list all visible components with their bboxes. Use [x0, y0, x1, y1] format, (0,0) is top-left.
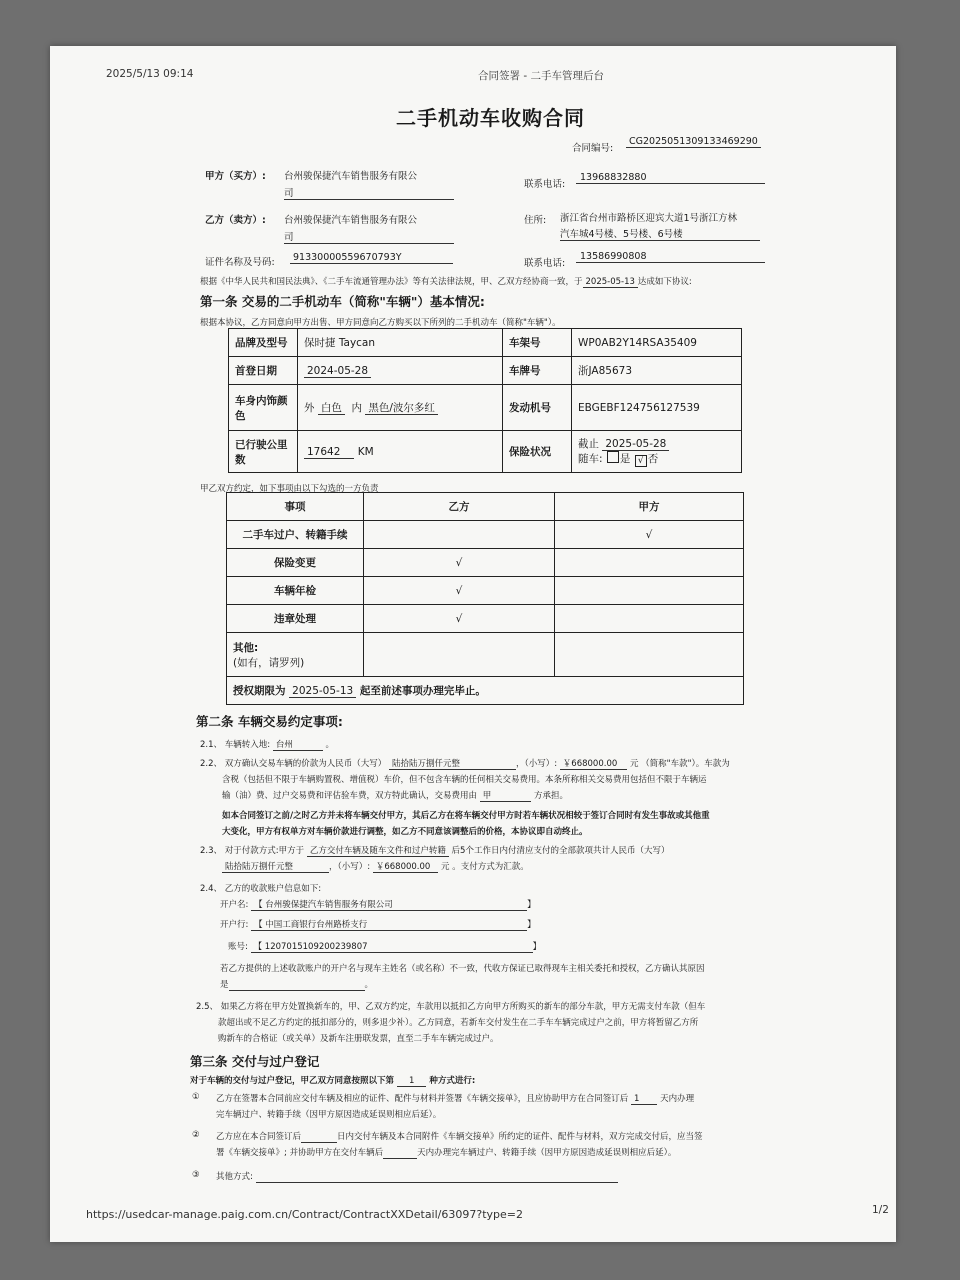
option-1-num: ①: [192, 1092, 200, 1102]
clause-text: 署《车辆交接单》; 并协助甲方在交付车辆后: [216, 1148, 384, 1158]
resp-a-mark: [555, 605, 744, 633]
party-a-phone: 13968832880: [576, 172, 765, 184]
engine-value: EBGEBF124756127539: [572, 385, 742, 431]
vehicle-info-table: [228, 328, 742, 473]
resp-other-b: [364, 633, 555, 677]
resp-other-a: [555, 633, 744, 677]
table-row: [227, 605, 744, 633]
clause-text: ，（小写）:: [329, 862, 371, 872]
engine-label: 发动机号: [503, 385, 572, 431]
plate-label: 车牌号: [503, 357, 572, 385]
clause-text: 天内办理完车辆过户、转籍手续（因甲方原因造成延误则相应后延）。: [417, 1148, 677, 1158]
clause-2-5-line1: [196, 1000, 705, 1012]
intro-text: [200, 275, 692, 287]
party-a-label: 甲方（买方）:: [205, 171, 266, 182]
clause-text: ，（小写）:: [515, 759, 558, 769]
party-b-phone-label: 联系电话:: [524, 258, 566, 269]
clause-text: 如果乙方将在甲方处置换新车的，甲、乙双方约定，车款用以抵扣乙方向甲方所购买的新车的部分车款，甲方无需支付车款（但车: [220, 1002, 706, 1012]
account-name: 台州骏保捷汽车销售服务有限公司: [265, 900, 393, 910]
contract-title: 二手机动车收购合同: [396, 106, 585, 130]
clause-text: 元 。支付方式为汇款。: [441, 862, 529, 872]
id-number: 91330000559670793Y: [290, 252, 453, 264]
mileage-value: 17642: [304, 446, 354, 459]
inner-color: 黑色/波尔多红: [365, 402, 438, 415]
responsibility-table: [226, 492, 744, 705]
insurance-label: 保险状况: [503, 431, 572, 473]
clause-2-4-note-2: 是 。: [220, 980, 374, 990]
table-row: [227, 549, 744, 577]
option-3-line: [216, 1170, 618, 1183]
table-row: [227, 577, 744, 605]
resp-other-label: 其他:: [233, 641, 259, 654]
resp-item: 违章处理: [227, 605, 364, 633]
insurance-cell: [572, 431, 742, 473]
payment-condition: 乙方交付车辆及随车文件和过户转籍: [307, 846, 449, 857]
print-url: https://usedcar-manage.paig.com.cn/Contract/ContractXXDetail/63097?type=2: [86, 1208, 523, 1221]
clause-text: 乙方应在本合同签订后: [216, 1132, 302, 1142]
outer-color: 白色: [318, 402, 345, 415]
delivery-option-number: 1: [397, 1076, 426, 1087]
party-a-name-2: 司: [284, 185, 454, 200]
resp-item: 车辆年检: [227, 577, 364, 605]
party-b-phone: 13586990808: [576, 251, 765, 263]
clause-2-5-line3: 购新车的合格证（或关单）及新车注册联发票，直至二手车车辆完成过户。: [218, 1034, 499, 1044]
mileage-unit: KM: [357, 445, 374, 458]
resp-item: 二手车过户、转籍手续: [227, 521, 364, 549]
inner-color-label: 内: [351, 402, 363, 414]
col-party-a-header: 甲方: [555, 493, 744, 521]
color-cell: [298, 385, 503, 431]
transfer-city: 台州: [273, 740, 323, 751]
ins-no-label: 否: [647, 453, 659, 465]
payment-upper: 陆拾陆万捌仟元整: [222, 862, 329, 873]
print-page-title: 合同签署 - 二手车管理后台: [478, 70, 604, 82]
clause-num: 2.3、: [200, 846, 223, 856]
clause-text: 其他方式:: [216, 1172, 253, 1182]
account-no: 1207015109200239807: [264, 942, 368, 952]
outer-color-label: 外: [304, 402, 315, 414]
article-3-title: 第三条 交付与过户登记: [190, 1054, 320, 1069]
option-3-num: ③: [192, 1170, 200, 1180]
resp-other-hint: (如有，请罗列): [233, 656, 305, 669]
intro-text-2: 达成如下协议:: [637, 277, 692, 287]
vin-value: WP0AB2Y14RSA35409: [572, 329, 742, 357]
party-b-label: 乙方（卖方）:: [205, 215, 266, 226]
contract-no: CG2025051309133469290: [626, 136, 761, 148]
vin-label: 车架号: [503, 329, 572, 357]
clause-2-4-title: [200, 882, 321, 894]
account-no-row: 账号: 【 1207015109200239807 】: [228, 942, 542, 952]
clause-2-2-line1: [200, 757, 730, 769]
clause-2-5-line2: 款超出或不足乙方约定的抵扣部分的，则多退少补）。乙方同意，若新车交付发生在二手车车辆完成过户之前，甲方将暂留乙方所: [218, 1018, 699, 1028]
ins-until-label: 截止: [578, 438, 599, 450]
resp-a-mark: [555, 577, 744, 605]
col-item-header: 事项: [227, 493, 364, 521]
clause-2-1: 2.1、 车辆转入地: 台州 。: [200, 740, 335, 750]
clause-text: 对于车辆的交付与过户登记，甲乙双方同意按照以下第: [190, 1076, 395, 1086]
article-3-intro: [190, 1074, 475, 1086]
clause-num: 2.4、: [200, 884, 223, 894]
mileage-cell: [298, 431, 503, 473]
clause-2-4-note-1: 若乙方提供的上述收款账户的开户名与现车主姓名（或名称）不一致，代收方保证已取得现车主相关委托和授权，乙方确认其原因: [220, 964, 705, 974]
clause-2-2-line2: 含税（包括但不限于车辆购置税、增值税）车价，但不包含车辆的任何相关交易费用。本条所称相关交易费用包括但不限于车辆运: [222, 775, 707, 785]
party-b-address-2: 汽车城4号楼、5号楼、6号楼: [560, 226, 760, 241]
party-a-name-1: 台州骏保捷汽车销售服务有限公: [284, 171, 418, 182]
clause-text: 元 （简称"车款"）。车款为: [629, 759, 730, 769]
intro-text-1: 根据《中华人民共和国民法典》、《二手车流通管理办法》等有关法律法规，甲、乙双方经协商一致，于: [200, 277, 583, 287]
ins-until-date: 2025-05-28: [602, 438, 669, 451]
option-1-days: 1: [631, 1094, 657, 1105]
bank-name: 中国工商银行台州路桥支行: [265, 920, 368, 930]
price-lower: ￥668000.00: [560, 759, 627, 770]
bank-row: 开户行: 【 中国工商银行台州路桥支行 】: [220, 920, 536, 930]
party-b-name-2: 司: [284, 229, 454, 244]
clause-2-3-line1: [200, 844, 669, 856]
col-party-b-header: 乙方: [364, 493, 555, 521]
brand-value: 保时捷 Taycan: [298, 329, 503, 357]
clause-2-3-line2: [222, 860, 529, 872]
clause-2-2-bold-1: 如本合同签订之前/之时乙方并未将车辆交付甲方，其后乙方在将车辆交付甲方时若车辆状况相较于签订合同时有发生事故或其他重: [222, 811, 710, 821]
clause-text: 日内交付车辆及本合同附件《车辆交接单》所约定的证件、配件与材料，双方完成交付后，应当签: [337, 1132, 703, 1142]
intro-date: 2025-05-13: [583, 277, 638, 288]
ins-no-checkbox[interactable]: √: [635, 455, 647, 467]
article-1-desc: 根据本协议，乙方同意向甲方出售、甲方同意向乙方购买以下所列的二手机动车（简称"车辆"）。: [200, 318, 561, 328]
account-no-label: 账号:: [228, 942, 248, 952]
account-name-label: 开户名:: [220, 900, 249, 910]
ins-yes-checkbox[interactable]: [607, 451, 619, 463]
party-b-address-1: 浙江省台州市路桥区迎宾大道1号浙江方林: [560, 213, 738, 224]
resp-other-cell: [227, 633, 364, 677]
brand-label: 品牌及型号: [229, 329, 298, 357]
party-b-name-1: 台州骏保捷汽车销售服务有限公: [284, 215, 418, 226]
account-name-row: 开户名: 【 台州骏保捷汽车销售服务有限公司 】: [220, 900, 536, 910]
fee-payer: 甲: [480, 791, 532, 802]
auth-date: 2025-05-13: [289, 685, 356, 698]
price-upper: 陆拾陆万捌仟元整: [389, 759, 516, 770]
article-1-title: 第一条 交易的二手机动车（简称"车辆"）基本情况:: [200, 294, 485, 309]
reg-date-value: 2024-05-28: [304, 365, 371, 378]
contract-no-label: 合同编号:: [572, 143, 614, 154]
clause-text: 输（油）费、过户交易费和评估验车费，双方特此确认，交易费用由: [222, 791, 478, 801]
party-a-phone-label: 联系电话:: [524, 179, 566, 190]
print-timestamp: 2025/5/13 09:14: [106, 68, 194, 80]
clause-num: 2.2、: [200, 759, 223, 769]
print-page-number: 1/2: [872, 1204, 889, 1216]
id-label: 证件名称及号码:: [205, 257, 275, 268]
clause-2-2-bold-2: 大变化，甲方有权单方对车辆价款进行调整，如乙方不同意该调整后的价格，本协议即自动终止。: [222, 827, 588, 837]
clause-text: 乙方的收款账户信息如下:: [224, 884, 322, 894]
color-label: 车身内饰颜色: [229, 385, 298, 431]
clause-num: 2.5、: [196, 1002, 219, 1012]
option-1-line1: [216, 1092, 694, 1104]
clause-text: 对于付款方式:甲方于: [224, 846, 305, 856]
bank-label: 开户行:: [220, 920, 249, 930]
clause-text: 乙方在签署本合同前应交付车辆及相应的证件、配件与材料并签署《车辆交接单》，且应协助甲方在合同签订后: [216, 1094, 629, 1104]
clause-text: 双方确认交易车辆的价款为人民币（大写）: [224, 759, 387, 769]
auth-label-2: 起至前述事项办理完毕止。: [359, 685, 486, 697]
responsibility-intro: 甲乙双方约定，如下事项由以下勾选的一方负责: [200, 484, 379, 494]
table-row: [227, 521, 744, 549]
clause-text: 方承担。: [533, 791, 568, 801]
clause-text: 种方式进行:: [429, 1076, 476, 1086]
resp-a-mark: √: [555, 521, 744, 549]
clause-2-2-line3: [222, 789, 568, 801]
reg-date-cell: [298, 357, 503, 385]
option-2-num: ②: [192, 1130, 200, 1140]
reg-date-label: 首登日期: [229, 357, 298, 385]
option-1-line2: 完车辆过户、转籍手续（因甲方原因造成延误则相应后延）。: [216, 1110, 442, 1120]
clause-label: 车辆转入地:: [224, 740, 271, 750]
contract-page: [50, 46, 896, 1242]
payment-lower: ￥668000.00: [373, 862, 438, 873]
auth-period-cell: [227, 677, 744, 705]
resp-b-mark: √: [364, 549, 555, 577]
party-b-address-label: 住所:: [524, 215, 547, 226]
ins-yes-label: 是: [619, 453, 631, 465]
mileage-label: 已行驶公里数: [229, 431, 298, 473]
article-2-title: 第二条 车辆交易约定事项:: [196, 714, 343, 729]
resp-b-mark: [364, 521, 555, 549]
option-2-line1: [216, 1130, 703, 1143]
ins-follow-label: 随车:: [578, 453, 603, 465]
clause-text: 天内办理: [660, 1094, 695, 1104]
plate-value: 浙JA85673: [572, 357, 742, 385]
resp-item: 保险变更: [227, 549, 364, 577]
resp-a-mark: [555, 549, 744, 577]
auth-label: 授权期限为: [233, 685, 286, 697]
clause-num: 2.1、: [200, 740, 223, 750]
clause-text: 后5个工作日内付清应支付的全部款项共计人民币（大写）: [451, 846, 670, 856]
resp-b-mark: √: [364, 577, 555, 605]
option-2-line2: [216, 1146, 676, 1159]
resp-b-mark: √: [364, 605, 555, 633]
clause-text: 是: [220, 980, 229, 990]
